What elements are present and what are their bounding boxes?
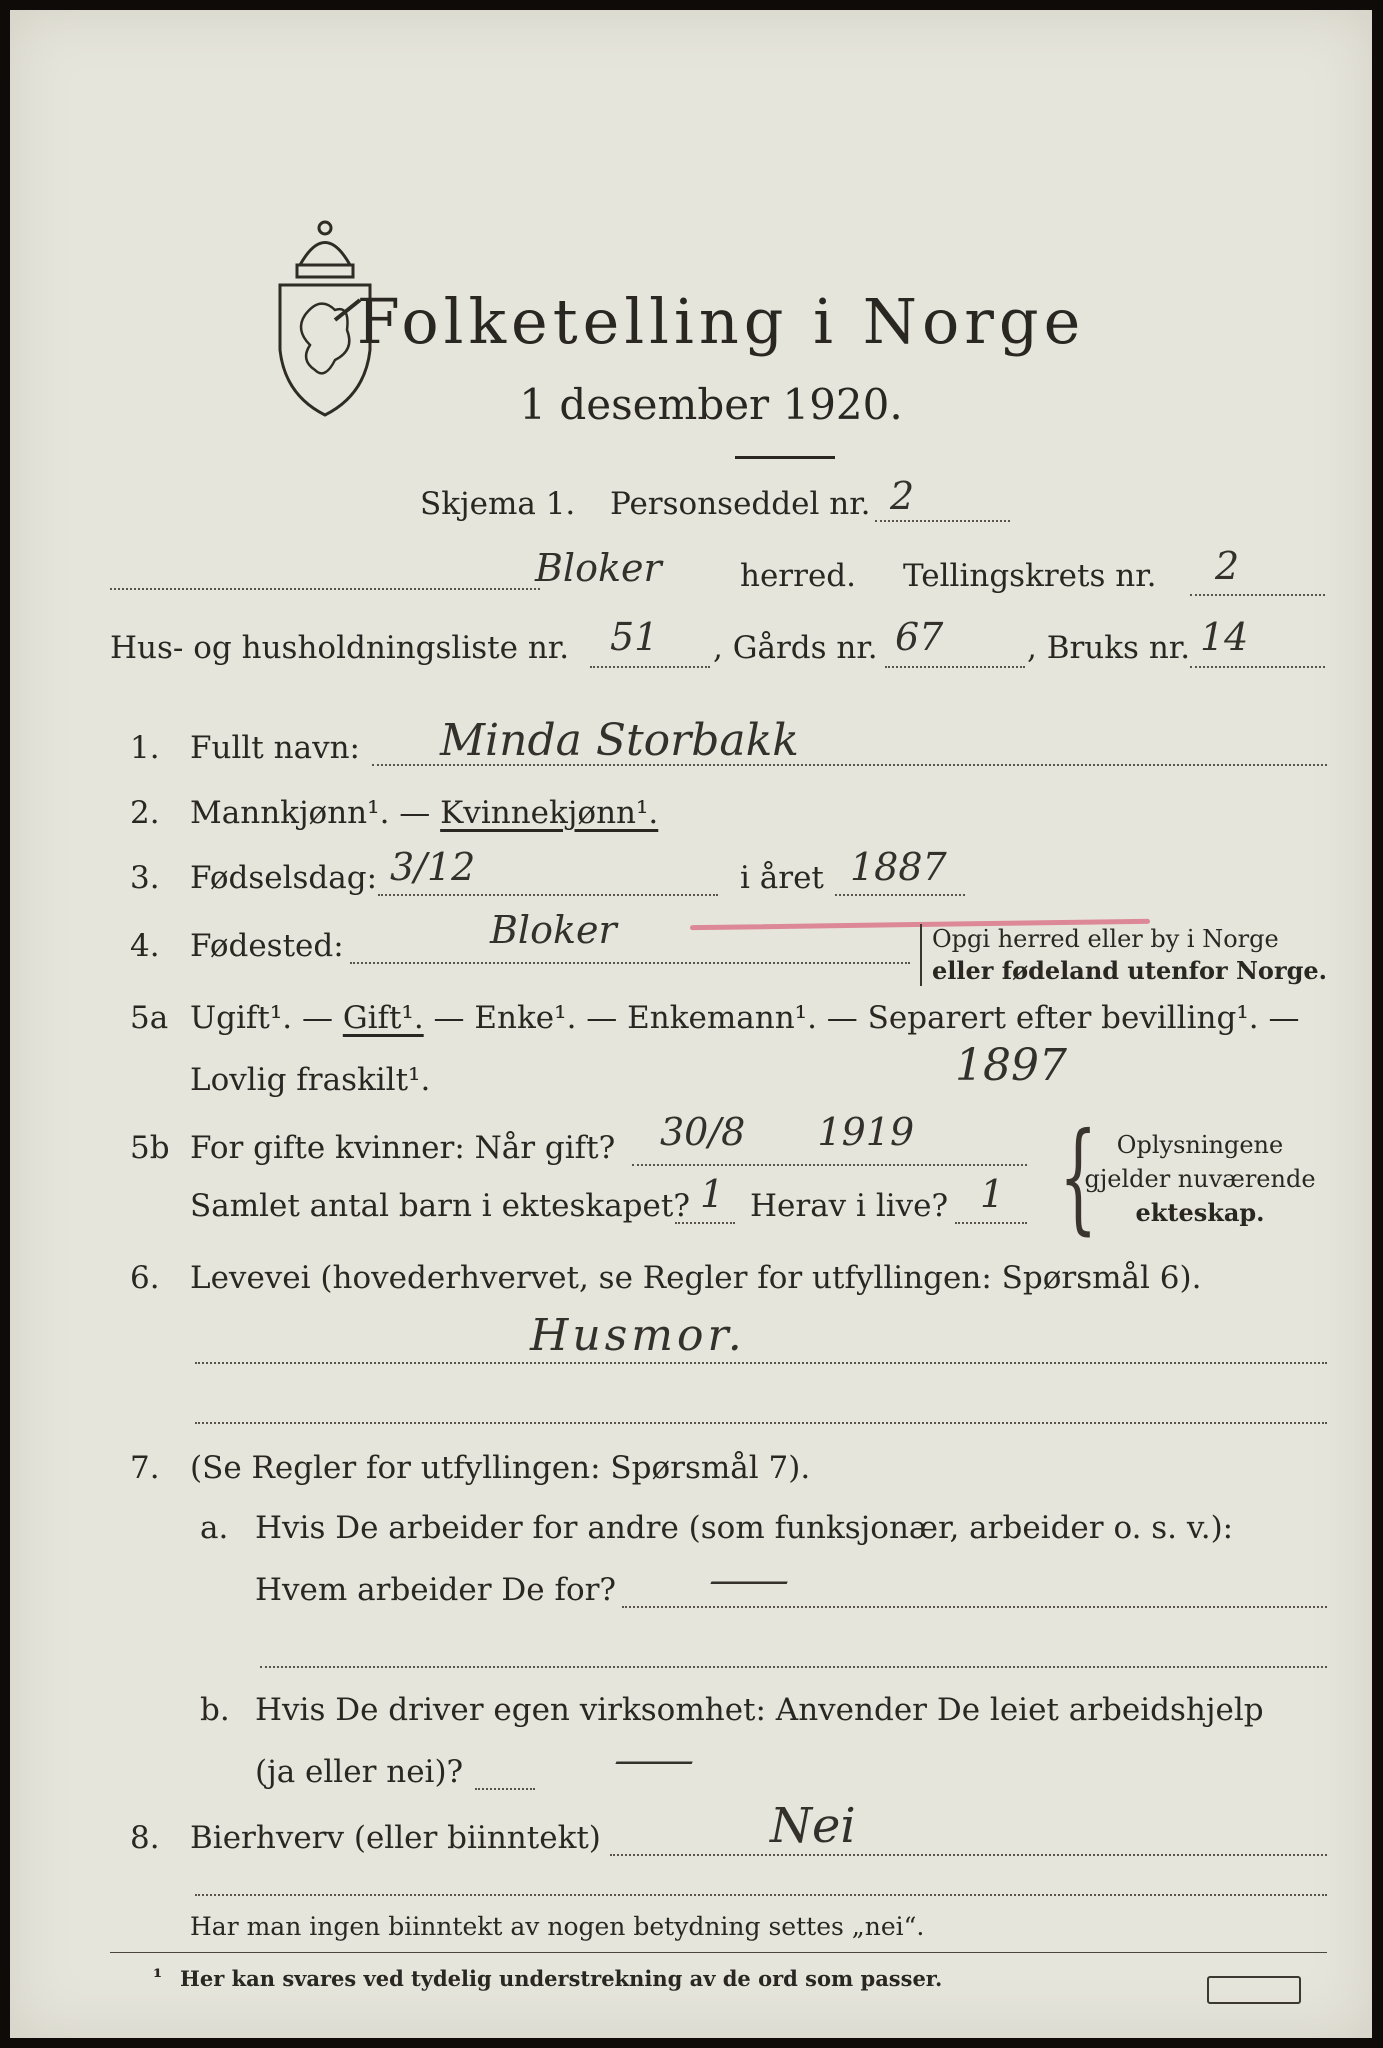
bruks-line (1190, 666, 1325, 668)
q5b-live-line (955, 1222, 1027, 1224)
q2-option-male: Mannkjønn¹. — (190, 795, 441, 831)
q7a-line-1 (622, 1606, 1327, 1608)
q7a-sub: Hvem arbeider De for? (255, 1572, 617, 1608)
q1-line (372, 764, 1327, 766)
q7b-line (475, 1788, 535, 1790)
q1-value: Minda Storbakk (440, 715, 799, 766)
census-form-page (10, 10, 1372, 2038)
q6-number: 6. (130, 1260, 160, 1296)
husliste-label: Hus- og husholdningsliste nr. (110, 630, 570, 666)
husliste-value: 51 (610, 615, 659, 659)
q8-line-2 (195, 1894, 1327, 1896)
gards-label: , Gårds nr. (713, 630, 878, 666)
q7-label: (Se Regler for utfyllingen: Spørsmål 7). (190, 1450, 811, 1486)
form-title: Folketelling i Norge (356, 285, 1086, 358)
q5b-brace: { (1059, 1108, 1098, 1247)
q5b-barn-value: 1 (700, 1172, 725, 1216)
title-divider (735, 456, 835, 459)
q4-note-line-1: Opgi herred eller by i Norge (932, 925, 1279, 953)
q5b-live-value: 1 (980, 1172, 1005, 1216)
q4-note-line-2: eller fødeland utenfor Norge. (932, 956, 1327, 985)
q8-number: 8. (130, 1820, 160, 1856)
tellingskrets-line (1190, 594, 1325, 596)
q2-options (190, 795, 658, 831)
tellingskrets-label: Tellingskrets nr. (903, 558, 1157, 594)
q5b-note (1080, 1128, 1320, 1230)
q3-year-label: i året (740, 860, 824, 896)
q1-label: Fullt navn: (190, 730, 360, 766)
q4-label: Fødested: (190, 928, 344, 964)
bruks-value: 14 (1200, 615, 1249, 659)
q5b-line (632, 1164, 1027, 1166)
q8-label: Bierhverv (eller biinntekt) (190, 1820, 601, 1856)
schema-label: Skjema 1. (420, 486, 576, 522)
q3-label: Fødselsdag: (190, 860, 378, 896)
q8-line-1 (610, 1854, 1327, 1856)
q7a-text: Hvis De arbeider for andre (som funksjonær, arbeider o. s. v.): (255, 1510, 1234, 1546)
q2-option-female: Kvinnekjønn¹. (440, 795, 659, 831)
q5a-extra-note: 1897 (955, 1040, 1067, 1091)
herred-value: Bloker (535, 546, 662, 590)
q4-note (920, 924, 1327, 986)
q7b-value: — (612, 1738, 696, 1782)
tellingskrets-value: 2 (1215, 544, 1240, 588)
q5b-number: 5b (130, 1130, 170, 1166)
q5a-option-ugift: Ugift¹. — (190, 1000, 343, 1036)
q5a-option-rest: — Enke¹. — Enkemann¹. — Separert efter bevilling¹. — (423, 1000, 1300, 1036)
q5b-note-line-3: ekteskap. (1135, 1198, 1265, 1227)
q5a-option-gift: Gift¹. (342, 1000, 424, 1036)
q2-number: 2. (130, 795, 160, 831)
q3-year-value: 1887 (850, 845, 947, 889)
q5a-options (190, 1000, 1299, 1036)
q3-year-line (835, 894, 965, 896)
personseddel-value: 2 (890, 474, 915, 518)
form-date: 1 desember 1920. (519, 380, 903, 429)
q6-line-2 (195, 1422, 1327, 1424)
q3-value: 3/12 (390, 845, 476, 889)
q7b-sub: (ja eller nei)? (255, 1754, 464, 1790)
herred-label: herred. (740, 558, 856, 594)
q5b-note-line-2: gjelder nuværende (1084, 1165, 1316, 1193)
q5b-live-label: Herav i live? (750, 1188, 949, 1224)
q5b-barn-line (675, 1222, 735, 1224)
q6-line-1 (195, 1362, 1327, 1364)
q3-number: 3. (130, 860, 160, 896)
q7b-letter: b. (200, 1692, 230, 1728)
herred-line (110, 588, 540, 590)
q5b-label: For gifte kvinner: Når gift? (190, 1130, 616, 1166)
printer-stamp (1207, 1976, 1301, 2004)
q4-value: Bloker (490, 908, 617, 952)
q5b-note-line-1: Oplysningene (1116, 1131, 1284, 1159)
footnote-mark: ¹ (153, 1964, 163, 1989)
footnote-text: Her kan svares ved tydelig understrekning av de ord som passer. (180, 1966, 943, 1991)
personseddel-label: Personseddel nr. (610, 486, 871, 522)
bruks-label: , Bruks nr. (1027, 630, 1191, 666)
q1-number: 1. (130, 730, 160, 766)
q8-value: Nei (770, 1798, 856, 1854)
q5b-barn-label: Samlet antal barn i ekteskapet? (190, 1188, 690, 1224)
q7a-letter: a. (200, 1510, 229, 1546)
personseddel-line (875, 520, 1010, 522)
q7a-value: — (707, 1558, 791, 1602)
q4-number: 4. (130, 928, 160, 964)
q5a-number: 5a (130, 1000, 169, 1036)
q7b-text: Hvis De driver egen virksomhet: Anvender De leiet arbeidshjelp (255, 1692, 1264, 1728)
q5a-line-2: Lovlig fraskilt¹. (190, 1062, 431, 1098)
q4-line (350, 962, 910, 964)
footer-note: Har man ingen biinntekt av nogen betydning settes „nei“. (190, 1912, 925, 1941)
q7-number: 7. (130, 1450, 160, 1486)
footer-rule (110, 1952, 1327, 1953)
gards-line (885, 666, 1025, 668)
q6-label: Levevei (hovederhvervet, se Regler for utfyllingen: Spørsmål 6). (190, 1260, 1202, 1296)
husliste-line (590, 666, 710, 668)
gards-value: 67 (895, 615, 944, 659)
q6-value: Husmor. (530, 1310, 746, 1361)
q3-line (378, 894, 718, 896)
q7a-line-2 (260, 1666, 1327, 1668)
q5b-value: 30/8 1919 (660, 1110, 915, 1154)
